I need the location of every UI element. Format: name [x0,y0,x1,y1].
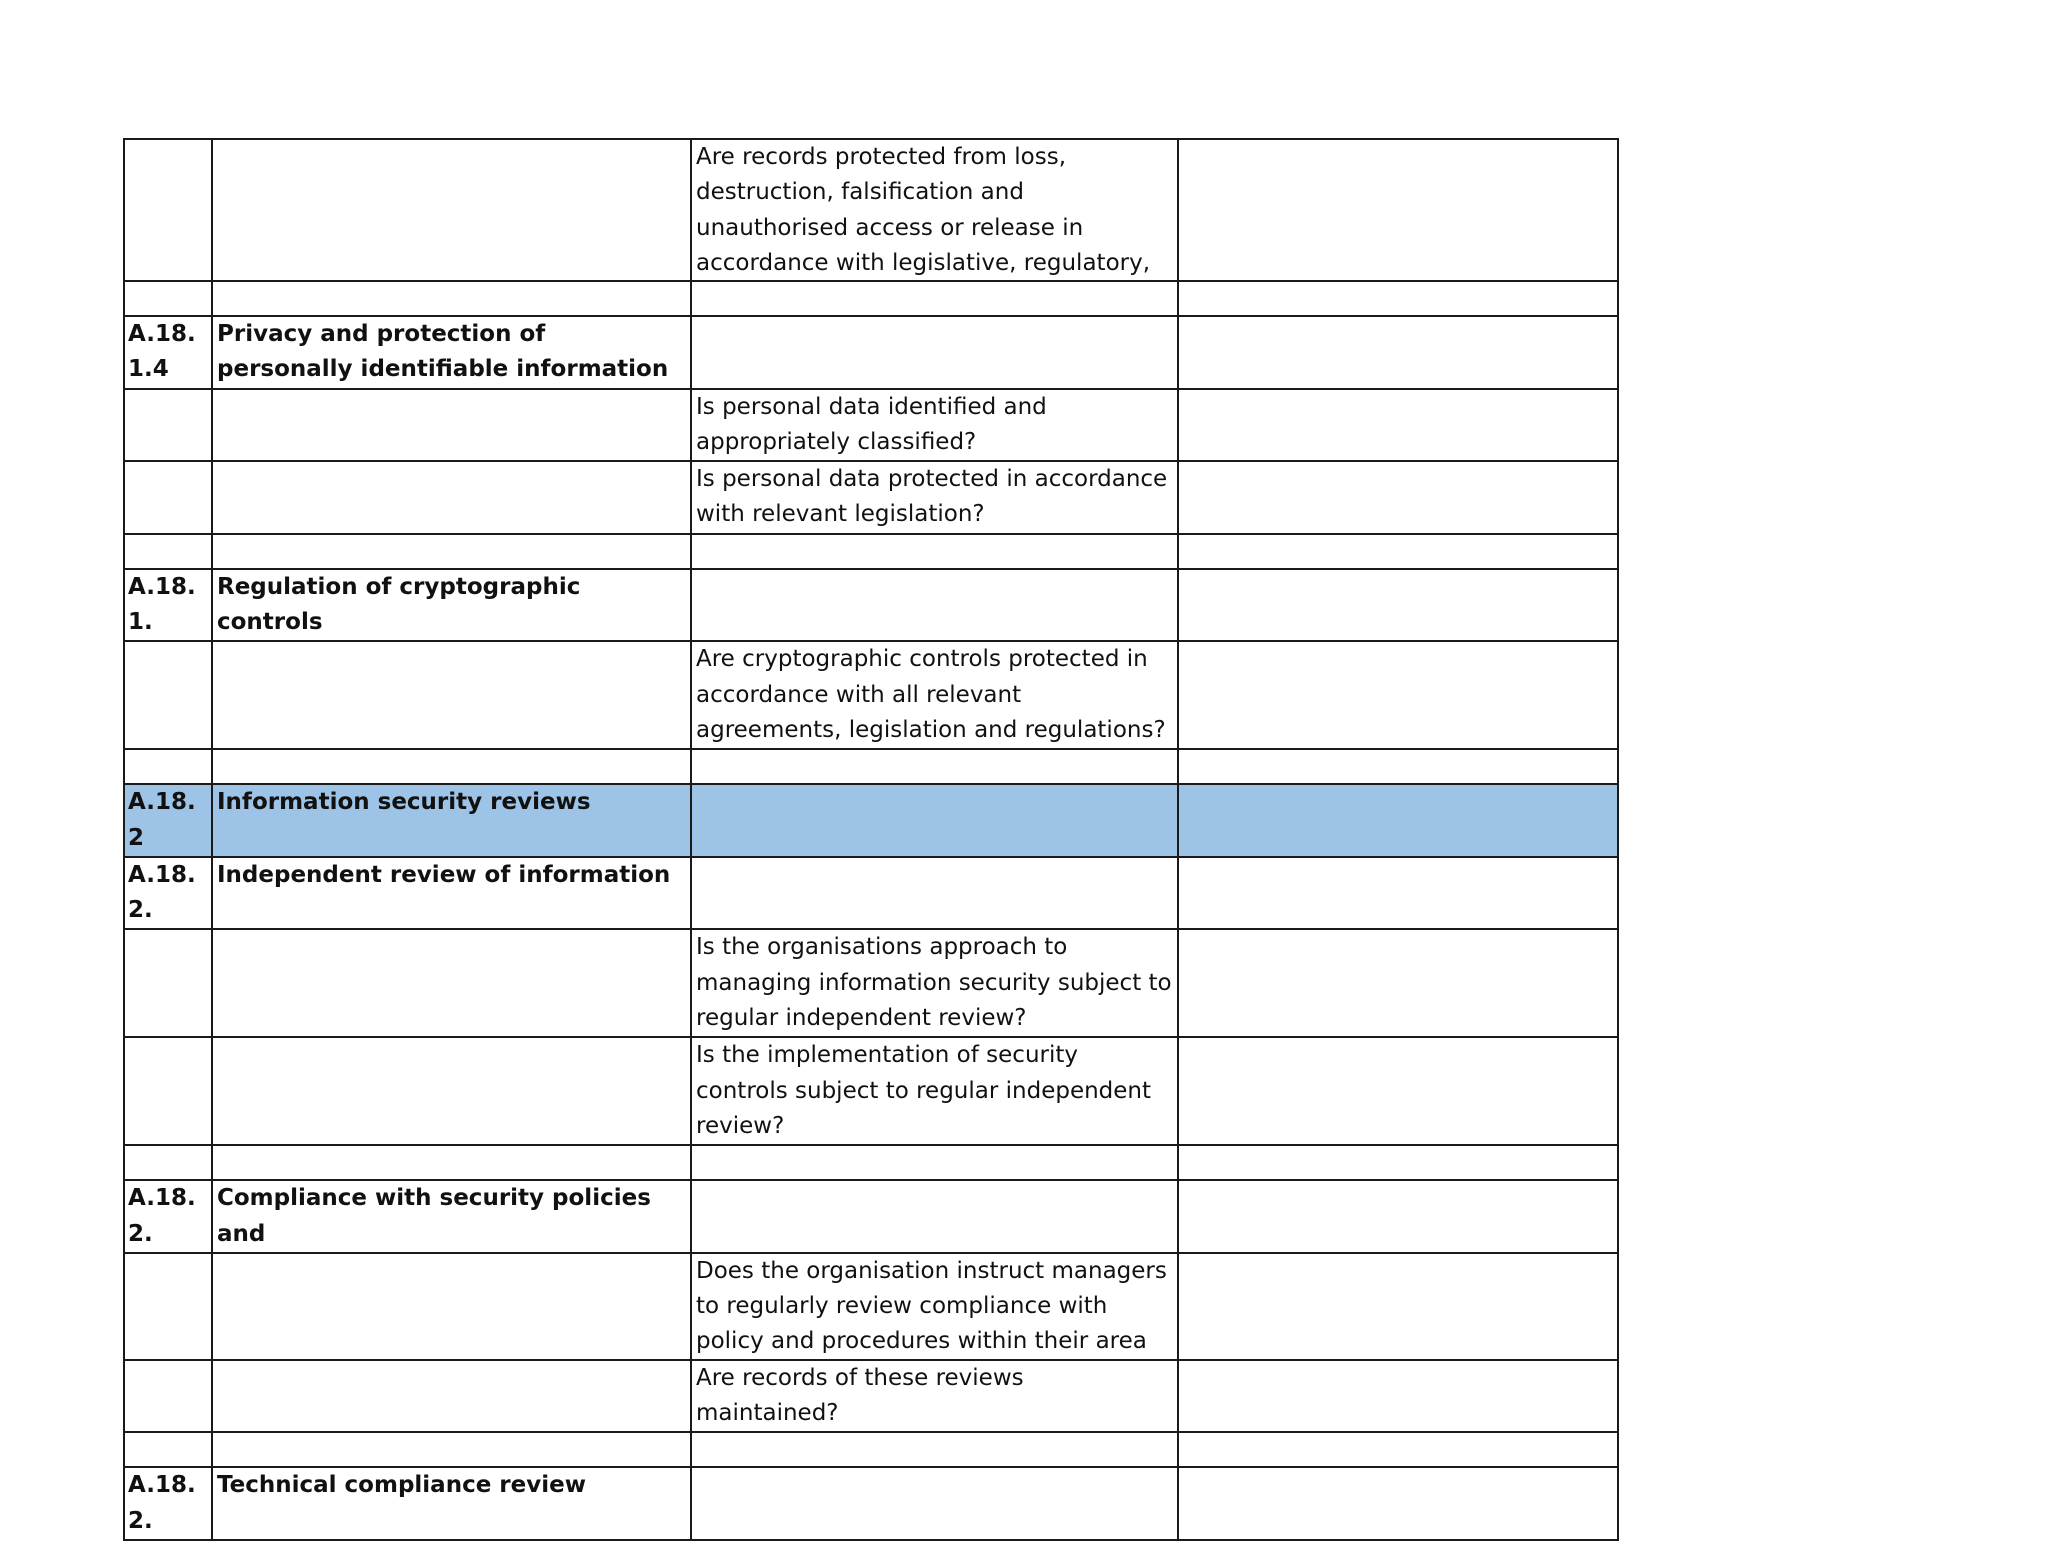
control-title-cell[interactable] [212,1360,691,1433]
audit-question-cell[interactable] [691,1037,1178,1145]
control-id-cell[interactable] [124,1145,212,1180]
notes-cell[interactable] [1178,749,1618,784]
control-id-cell[interactable] [124,1180,212,1253]
audit-question: Is the organisations approach to managing information security subject to regular independent review? [696,934,1172,1032]
audit-question-cell[interactable] [691,1145,1178,1180]
notes-cell[interactable] [1178,1467,1618,1540]
control-title-cell[interactable] [212,784,691,857]
control-id-cell[interactable] [124,1037,212,1145]
control-title: Technical compliance review [217,1472,586,1499]
notes-cell[interactable] [1178,1145,1618,1180]
control-title-cell[interactable] [212,1145,691,1180]
notes-cell[interactable] [1178,1253,1618,1360]
notes-cell[interactable] [1178,1360,1618,1433]
audit-question-cell[interactable] [691,1253,1178,1360]
table-row [124,139,1618,281]
audit-question-cell[interactable] [691,316,1178,389]
audit-question-cell[interactable] [691,641,1178,749]
table-row [124,857,1618,930]
control-title: Privacy and protection of personally identifiable information [217,321,669,383]
control-id-cell[interactable] [124,281,212,316]
audit-question-cell[interactable] [691,281,1178,316]
audit-question: Is the implementation of security controls subject to regular independent review? [696,1042,1152,1139]
notes-cell[interactable] [1178,641,1618,749]
control-id: A.18.2. [128,1185,196,1247]
audit-question-cell[interactable] [691,857,1178,930]
control-title-cell[interactable] [212,1467,691,1540]
table-row [124,461,1618,534]
notes-cell[interactable] [1178,316,1618,389]
table-row [124,1253,1618,1360]
audit-question-cell[interactable] [691,534,1178,569]
control-title-cell[interactable] [212,1180,691,1253]
control-title: Regulation of cryptographic controls [217,573,581,636]
table-row [124,1145,1618,1180]
audit-question: Are records protected from loss, destruction, falsification and unauthorised access or release in accordance with legislative, regulatory, [696,144,1151,276]
table-row [124,534,1618,569]
control-title-cell[interactable] [212,749,691,784]
control-id: A.18.2. [128,861,196,924]
control-id-cell[interactable] [124,784,212,857]
audit-question-cell[interactable] [691,1467,1178,1540]
notes-cell[interactable] [1178,1180,1618,1253]
control-title-cell[interactable] [212,1253,691,1360]
audit-question-cell[interactable] [691,461,1178,534]
control-id-cell[interactable] [124,929,212,1037]
notes-cell[interactable] [1178,139,1618,281]
table-row [124,1432,1618,1467]
audit-question-cell[interactable] [691,1432,1178,1467]
notes-cell[interactable] [1178,1037,1618,1145]
table-row [124,389,1618,462]
control-id-cell[interactable] [124,569,212,642]
control-title-cell[interactable] [212,641,691,749]
table-row [124,929,1618,1037]
control-title-cell[interactable] [212,569,691,642]
control-id: A.18.2. [128,1472,196,1534]
table-row [124,1037,1618,1145]
control-title-cell[interactable] [212,929,691,1037]
control-title-cell[interactable] [212,281,691,316]
control-id-cell[interactable] [124,857,212,930]
audit-question: Are records of these reviews maintained? [696,1364,1024,1427]
audit-question-cell[interactable] [691,929,1178,1037]
audit-question: Is personal data identified and appropriately classified? [696,393,1047,455]
control-id-cell[interactable] [124,749,212,784]
table-row [124,316,1618,389]
control-title-cell[interactable] [212,1037,691,1145]
notes-cell[interactable] [1178,461,1618,534]
audit-question: Are cryptographic controls protected in accordance with all relevant agreements, legislation and regulations? [696,646,1166,743]
audit-question: Does the organisation instruct managers to regularly review compliance with policy and procedures within their area [696,1257,1167,1355]
notes-cell[interactable] [1178,857,1618,930]
control-title: Compliance with security policies and [217,1185,651,1247]
section-header-row [124,784,1618,857]
notes-cell[interactable] [1178,281,1618,316]
audit-question-cell[interactable] [691,784,1178,857]
table-row [124,641,1618,749]
notes-cell[interactable] [1178,784,1618,857]
control-id-cell[interactable] [124,139,212,281]
control-id: A.18.2 [128,789,196,851]
control-id-cell[interactable] [124,1467,212,1540]
control-title-cell[interactable] [212,461,691,534]
control-title-cell[interactable] [212,534,691,569]
checklist-body [124,139,1618,1540]
control-id-cell[interactable] [124,389,212,462]
control-title: Independent review of information [217,861,671,888]
notes-cell[interactable] [1178,569,1618,642]
audit-question: Is personal data protected in accordance with relevant legislation? [696,466,1168,528]
control-title-cell[interactable] [212,389,691,462]
control-id-cell[interactable] [124,641,212,749]
control-title-cell[interactable] [212,316,691,389]
table-row [124,569,1618,642]
audit-question-cell[interactable] [691,1360,1178,1433]
notes-cell[interactable] [1178,1432,1618,1467]
control-title-cell[interactable] [212,1432,691,1467]
audit-question-cell[interactable] [691,1180,1178,1253]
control-id-cell[interactable] [124,316,212,389]
control-id-cell[interactable] [124,461,212,534]
table-row [124,749,1618,784]
audit-question-cell[interactable] [691,569,1178,642]
table-row [124,281,1618,316]
compliance-checklist-table [123,138,1619,1541]
audit-question-cell[interactable] [691,139,1178,281]
audit-question-cell[interactable] [691,749,1178,784]
table-row [124,1467,1618,1540]
control-title: Information security reviews [217,789,591,816]
control-id-cell[interactable] [124,1432,212,1467]
control-id: A.18.1.4 [128,321,196,383]
notes-cell[interactable] [1178,929,1618,1037]
audit-question-cell[interactable] [691,389,1178,462]
control-id: A.18.1. [128,573,196,636]
control-id-cell[interactable] [124,534,212,569]
control-title-cell[interactable] [212,857,691,930]
control-title-cell[interactable] [212,139,691,281]
notes-cell[interactable] [1178,534,1618,569]
table-row [124,1180,1618,1253]
control-id-cell[interactable] [124,1253,212,1360]
table-row [124,1360,1618,1433]
notes-cell[interactable] [1178,389,1618,462]
control-id-cell[interactable] [124,1360,212,1433]
